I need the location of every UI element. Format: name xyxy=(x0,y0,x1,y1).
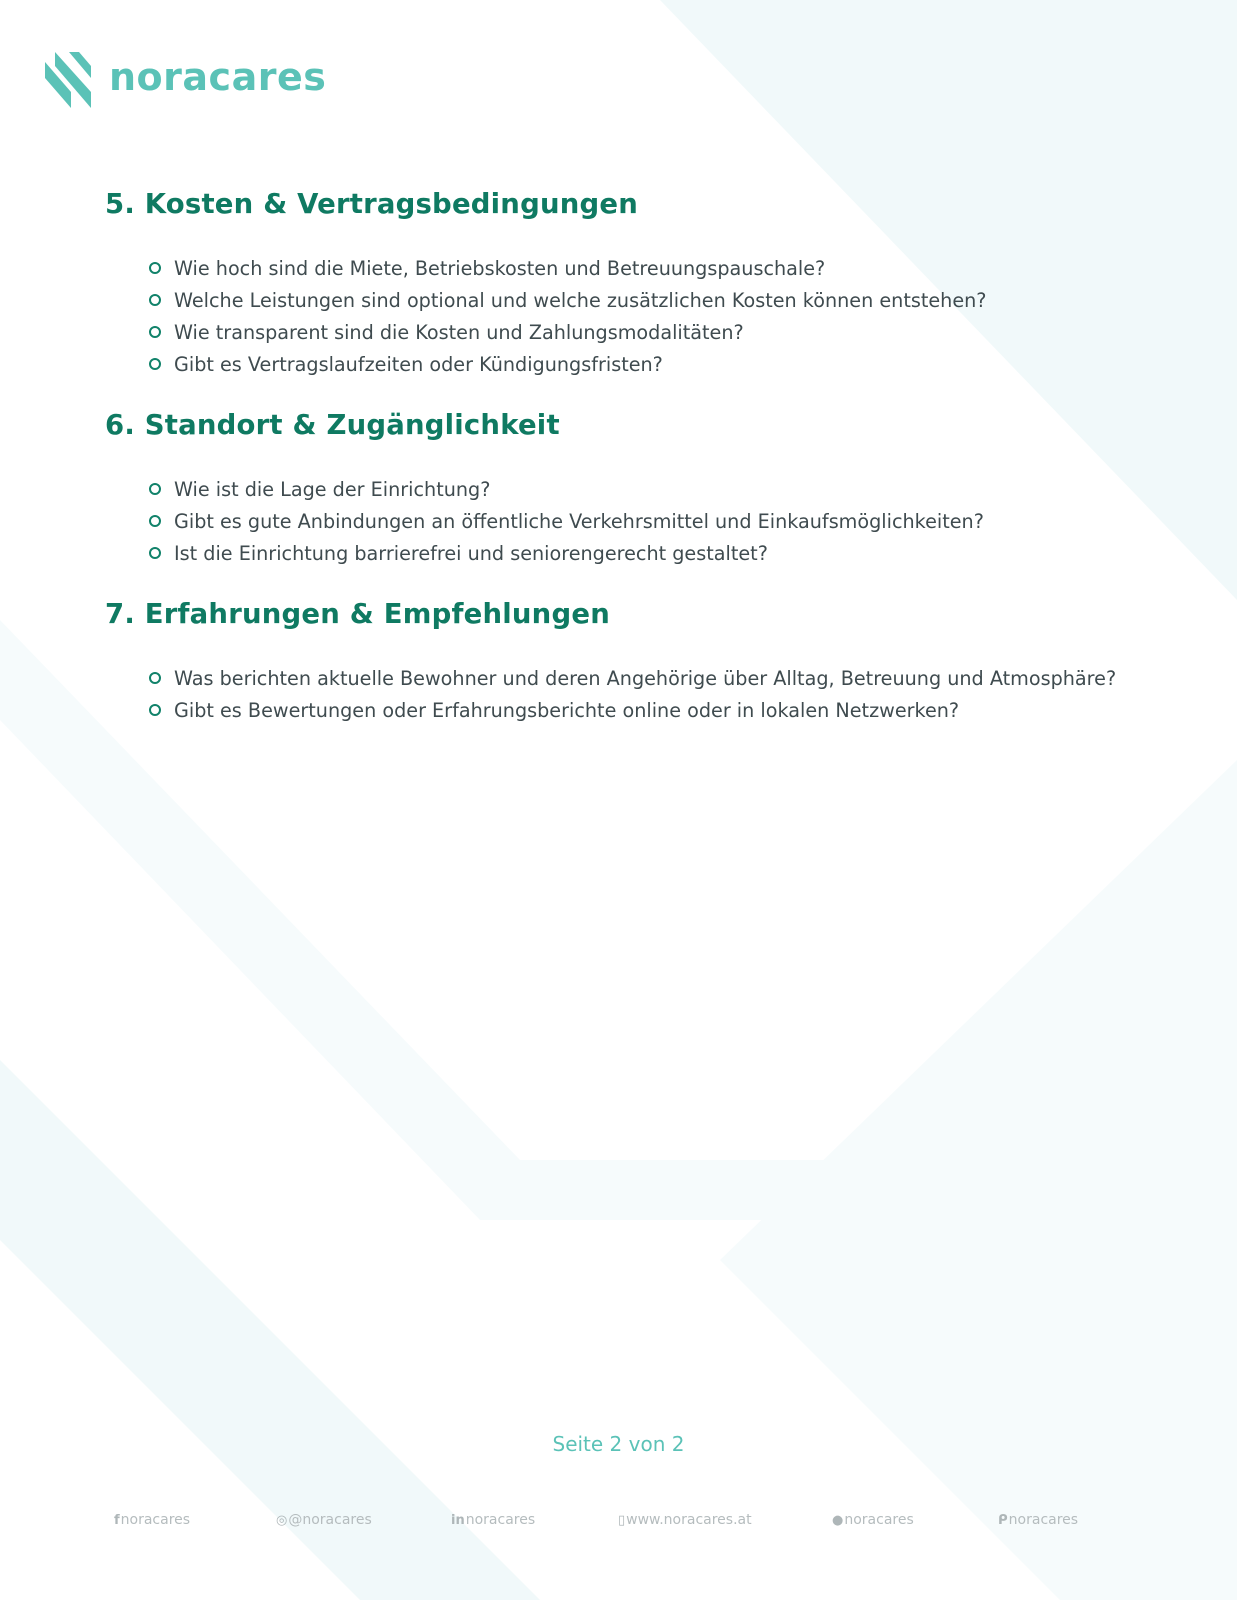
facebook-link[interactable]: f noracares xyxy=(114,1512,191,1528)
facebook-icon: f xyxy=(114,1512,120,1528)
circle-bullet-icon xyxy=(149,672,161,684)
section-title: 5. Kosten & Vertragsbedingungen xyxy=(105,188,639,220)
circle-bullet-icon xyxy=(149,326,161,338)
page-number: Seite 2 von 2 xyxy=(552,1432,685,1456)
list-item: Ist die Einrichtung barrierefrei und seniorengerecht gestaltet? xyxy=(149,540,1131,568)
section-title: 7. Erfahrungen & Empfehlungen xyxy=(105,598,610,630)
question-list xyxy=(105,255,1131,379)
circle-bullet-icon xyxy=(149,483,161,495)
circle-bullet-icon xyxy=(149,358,161,370)
phone-icon: ▯ xyxy=(618,1512,626,1528)
section-costs xyxy=(105,188,1131,379)
list-item: Was berichten aktuelle Bewohner und deren Angehörige über Alltag, Betreuung und Atmosphäre? xyxy=(149,665,1131,693)
pinterest-link[interactable]: ᑭ noracares xyxy=(998,1512,1079,1528)
spotify-icon: ● xyxy=(832,1512,844,1528)
instagram-icon: ◎ xyxy=(276,1512,288,1528)
section-title: 6. Standort & Zugänglichkeit xyxy=(105,409,560,441)
brand-logo[interactable] xyxy=(45,52,326,108)
brand-name: noracares xyxy=(109,55,327,99)
spotify-link[interactable]: ● noracares xyxy=(832,1512,914,1528)
list-item: Gibt es gute Anbindungen an öffentliche Verkehrsmittel und Einkaufsmöglichkeiten? xyxy=(149,508,1131,536)
linkedin-icon: in xyxy=(451,1512,465,1528)
circle-bullet-icon xyxy=(149,262,161,274)
circle-bullet-icon xyxy=(149,704,161,716)
question-list xyxy=(105,476,1131,568)
list-item: Wie ist die Lage der Einrichtung? xyxy=(149,476,1131,504)
list-item: Welche Leistungen sind optional und welche zusätzlichen Kosten können entstehen? xyxy=(149,287,1131,315)
list-item: Wie hoch sind die Miete, Betriebskosten und Betreuungspauschale? xyxy=(149,255,1131,283)
circle-bullet-icon xyxy=(149,294,161,306)
document-body xyxy=(105,188,1131,755)
list-item: Gibt es Bewertungen oder Erfahrungsberichte online oder in lokalen Netzwerken? xyxy=(149,697,1131,725)
list-item: Wie transparent sind die Kosten und Zahlungsmodalitäten? xyxy=(149,319,1131,347)
circle-bullet-icon xyxy=(149,547,161,559)
linkedin-link[interactable]: in noracares xyxy=(451,1512,536,1528)
list-item: Gibt es Vertragslaufzeiten oder Kündigungsfristen? xyxy=(149,351,1131,379)
footer-social-links xyxy=(0,1512,1237,1532)
section-experiences xyxy=(105,598,1131,725)
website-link[interactable]: ▯ www.noracares.at xyxy=(618,1512,752,1528)
section-location xyxy=(105,409,1131,568)
circle-bullet-icon xyxy=(149,515,161,527)
noracares-logo-icon xyxy=(45,52,91,108)
pinterest-icon: ᑭ xyxy=(998,1512,1008,1528)
question-list xyxy=(105,665,1131,725)
instagram-link[interactable]: ◎ @noracares xyxy=(276,1512,372,1528)
